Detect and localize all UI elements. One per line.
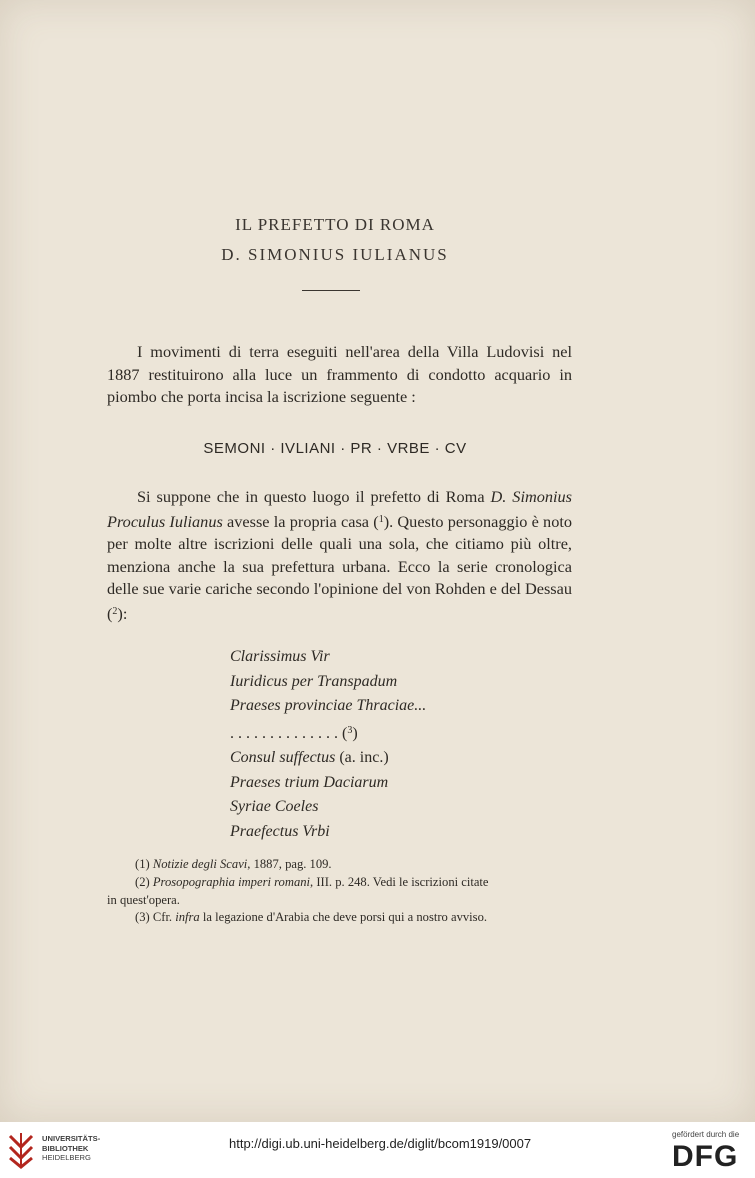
title-line-2: D. SIMONIUS IULIANUS <box>221 245 449 264</box>
dfg-caption: gefördert durch die <box>672 1130 740 1139</box>
office-item: Iuridicus per Transpadum <box>230 672 398 690</box>
paragraph-2-text-d: ): <box>117 603 128 623</box>
footnote-ref-3[interactable]: 3 <box>347 724 353 736</box>
footnote-2-continued: in quest'opera. <box>107 892 180 907</box>
office-item: Syriae Coeles <box>230 798 319 815</box>
footnote-3: (3) Cfr. infra la legazione d'Arabia che deve porsi qui a nostro avviso. <box>135 910 488 925</box>
footnote-ref-2[interactable]: 2 <box>112 605 118 617</box>
title-line-1: IL PREFETTO DI ROMA <box>235 215 435 234</box>
paragraph-2-text-c: ). Questo personaggio è noto per molte altre iscrizioni delle quali una sola, che citiamo più oltre, menziona anche la sua prefettura urbana. Ecco la serie cronologica delle sue varie cariche secondo l'opinione del von Rohden e del Dessau ( <box>107 511 573 623</box>
paragraph-2-text-b: avesse la propria casa ( <box>222 511 379 531</box>
office-item-ellipsis: . . . . . . . . . . . . . . ($^3$) <box>230 724 358 742</box>
paragraph-2-name: D. Simonius Proculus Iulianus <box>107 487 573 531</box>
footnote-ref-1[interactable]: 1 <box>378 513 384 525</box>
viewer-footer <box>0 1122 755 1178</box>
footnote-2: (2) Prosopographia imperi romani, III. p. 248. Vedi le iscrizioni citate <box>135 874 489 889</box>
office-item: Praeses trium Daciarum <box>230 773 389 791</box>
dfg-logo[interactable]: DFG <box>672 1140 739 1173</box>
paragraph-1-text: I movimenti di terra eseguiti nell'area della Villa Ludovisi nel 1887 restituirono alla luce un frammento di condotto acquario in piombo che porta incisa la iscrizione seguente : <box>107 342 572 406</box>
title-divider <box>302 290 360 291</box>
ub-heidelberg-logo-icon[interactable] <box>7 1131 35 1169</box>
footnotes <box>107 856 577 927</box>
permalink-url[interactable]: http://digi.ub.uni-heidelberg.de/diglit/bcom1919/0007 <box>229 1136 532 1151</box>
ub-heidelberg-wordmark: UNIVERSITÄTS- BIBLIOTHEK HEIDELBERG <box>42 1134 101 1163</box>
office-item: Praefectus Vrbi <box>230 822 330 840</box>
office-item: Clarissimus Vir <box>230 648 330 665</box>
footnote-1: (1) Notizie degli Scavi, 1887, pag. 109. <box>135 857 332 871</box>
paragraph-1 <box>107 341 572 409</box>
paragraph-2-text-a: Si suppone che in questo luogo il prefetto di Roma <box>137 487 491 506</box>
offices-list <box>230 645 426 844</box>
office-item: Consul suffectus (a. inc.) <box>230 749 389 766</box>
inscription-text: SEMONI · IVLIANI · PR · VRBE · CV <box>203 440 467 457</box>
office-item: Praeses provinciae Thraciae... <box>230 697 427 714</box>
paragraph-2 <box>107 486 572 625</box>
